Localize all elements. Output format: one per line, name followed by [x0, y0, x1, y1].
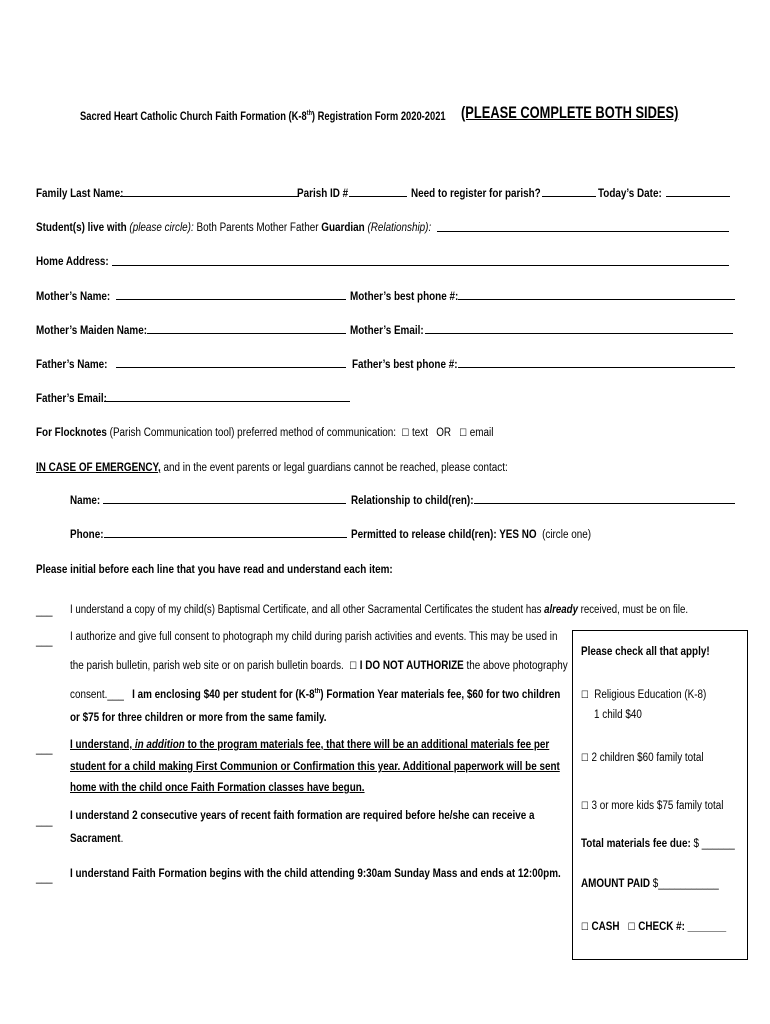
item5-text: I understand Faith Formation begins with the child attending 9:30am Sunday Mass and ends at 12:00pm.: [70, 868, 561, 880]
fathers-phone-field[interactable]: [458, 367, 735, 368]
emergency-text: and in the event parents or legal guardians cannot be reached, please contact:: [163, 462, 508, 474]
initial-blank-3[interactable]: ___: [36, 743, 53, 755]
circle-one-label: (circle one): [542, 529, 592, 541]
item3-line3: home with the child once Faith Formation classes have begun.: [70, 782, 365, 794]
need-register-label: Need to register for parish?: [411, 188, 541, 200]
item4-l2: Sacrament: [70, 833, 121, 845]
fee-opt1[interactable]: [581, 685, 727, 703]
mothers-maiden-label: Mother’s Maiden Name:: [36, 325, 148, 337]
emergency-relationship-label: Relationship to child(ren):: [351, 495, 474, 507]
mothers-name-field[interactable]: [116, 299, 346, 300]
title-sup: th: [306, 110, 312, 117]
initial-blank-1[interactable]: ___: [36, 605, 53, 617]
home-address-field[interactable]: [112, 265, 729, 266]
item1-b: received, must be on file.: [580, 604, 689, 616]
item2-l3c: ) Formation Year materials fee, $60 for two children: [320, 689, 561, 701]
todays-date-label: Today’s Date:: [598, 188, 662, 200]
title-emphasis-text: (PLEASE COMPLETE BOTH SIDES): [461, 104, 679, 122]
emergency-relationship-field[interactable]: [474, 503, 735, 504]
item2-line3: [70, 685, 640, 703]
item2-l3a: consent.: [70, 689, 108, 701]
flocknotes-text: (Parish Communication tool) preferred method of communication:: [109, 427, 397, 439]
fee-opt2-label: 2 children $60 family total: [591, 752, 704, 764]
guardian-label[interactable]: Guardian: [321, 222, 365, 234]
students-live-with-row: [36, 218, 496, 236]
live-options[interactable]: Both Parents Mother Father: [196, 222, 319, 234]
fee-opt3-label: 3 or more kids $75 family total: [591, 800, 724, 812]
total-due-row: [581, 834, 760, 852]
emergency-phone-field[interactable]: [104, 537, 347, 538]
amount-paid-value[interactable]: $___________: [652, 878, 719, 890]
item2-l2: the parish bulletin, parish web site or on parish bulletin boards.: [70, 660, 344, 672]
need-register-field[interactable]: [542, 196, 596, 197]
opt2-checkbox-icon[interactable]: ☐: [581, 753, 589, 764]
family-last-name-label: Family Last Name:: [36, 188, 124, 200]
item3-l1a: I understand,: [70, 739, 133, 751]
fee-box-heading: Please check all that apply!: [581, 646, 710, 658]
item2-line1: I authorize and give full consent to photograph my child during parish activities and events. This may be used in: [70, 631, 558, 643]
item1-a: I understand a copy of my child(s) Baptismal Certificate, and all other Sacramental Certificates the student has: [70, 604, 542, 616]
item2-noauth: I DO NOT AUTHORIZE: [359, 660, 464, 672]
item3-line2: student for a child making First Communion or Confirmation this year. Additional paperwork will be sent: [70, 761, 560, 773]
cash-checkbox-icon[interactable]: ☐: [581, 922, 589, 933]
item2-l3sup: th: [314, 688, 321, 696]
initial-blank-4[interactable]: ___: [36, 815, 53, 827]
title-main-a: Sacred Heart Catholic Church Faith Formation (K-8: [80, 109, 307, 123]
opt1-checkbox-icon[interactable]: ☐: [581, 690, 589, 701]
fathers-name-field[interactable]: [116, 367, 346, 368]
fathers-phone-label: Father’s best phone #:: [352, 359, 458, 371]
check-checkbox-icon[interactable]: ☐: [627, 922, 636, 933]
relationship-label: (Relationship):: [367, 222, 432, 234]
parish-id-label: Parish ID #: [297, 188, 349, 200]
emergency-name-field[interactable]: [103, 503, 346, 504]
title-main-b: ) Registration Form 2020-2021: [311, 109, 446, 123]
home-address-label: Home Address:: [36, 256, 109, 268]
mothers-phone-label: Mother’s best phone #:: [350, 291, 459, 303]
todays-date-field[interactable]: [666, 196, 730, 197]
item3-l1b: to the program materials fee, that there will be an additional materials fee per: [187, 739, 550, 751]
initial-intro: Please initial before each line that you have read and understand each item:: [36, 564, 393, 576]
fathers-name-label: Father’s Name:: [36, 359, 108, 371]
amount-paid-row: [581, 874, 741, 892]
item4-line1: I understand 2 consecutive years of recent faith formation are required before he/she can receive a: [70, 810, 535, 822]
item2-l3b: I am enclosing $40 per student for (K-8: [132, 689, 315, 701]
cash-label: CASH: [591, 921, 620, 933]
opt-email-label: email: [469, 427, 494, 439]
students-live-with-label: Student(s) live with: [36, 222, 127, 234]
text-checkbox-icon[interactable]: ☐: [401, 428, 410, 439]
payment-method-row: [581, 917, 750, 935]
no-authorize-checkbox-icon[interactable]: ☐: [349, 661, 357, 672]
fathers-email-label: Father’s Email:: [36, 393, 107, 405]
emergency-row: [36, 458, 585, 476]
total-due-value[interactable]: $ ______: [693, 838, 735, 850]
item2-l2b: the above photography: [466, 660, 568, 672]
fee-opt2[interactable]: [581, 748, 724, 766]
emergency-name-label: Name:: [70, 495, 101, 507]
mothers-email-label: Mother’s Email:: [350, 325, 424, 337]
item3-l1em: in addition: [134, 739, 185, 751]
check-label: CHECK #: _______: [638, 921, 727, 933]
fee-box: [572, 630, 748, 960]
amount-paid-label: AMOUNT PAID: [581, 878, 651, 890]
please-circle-label: (please circle):: [129, 222, 194, 234]
flocknotes-row: [36, 423, 568, 441]
family-last-name-field[interactable]: [120, 196, 298, 197]
item3-line1: [70, 735, 627, 753]
emergency-heading: IN CASE OF EMERGENCY,: [36, 462, 161, 474]
emergency-phone-label: Phone:: [70, 529, 104, 541]
or-label: OR: [436, 427, 452, 439]
item2-line2: [70, 656, 649, 674]
flocknotes-label: For Flocknotes: [36, 427, 107, 439]
item2-line4: or $75 for three children or more from the same family.: [70, 712, 327, 724]
fee-opt1-l2: 1 child $40: [594, 709, 642, 721]
fathers-email-field[interactable]: [104, 401, 350, 402]
initial-blank-5[interactable]: ___: [36, 872, 53, 884]
item1-em: already: [544, 604, 578, 616]
initial-blank-2b[interactable]: ___: [107, 689, 124, 701]
item-1: [70, 600, 770, 618]
guardian-relationship-field[interactable]: [437, 231, 729, 232]
total-due-label: Total materials fee due:: [581, 838, 691, 850]
opt3-checkbox-icon[interactable]: ☐: [581, 801, 589, 812]
fee-opt1-l1: Religious Education (K-8): [594, 689, 707, 701]
mothers-name-label: Mother’s Name:: [36, 291, 111, 303]
parish-id-field[interactable]: [349, 196, 407, 197]
item4-l2end: .: [120, 833, 124, 845]
mothers-email-field[interactable]: [425, 333, 733, 334]
email-checkbox-icon[interactable]: ☐: [459, 428, 468, 439]
mothers-phone-field[interactable]: [458, 299, 735, 300]
fee-opt3[interactable]: [581, 796, 747, 814]
mothers-maiden-field[interactable]: [147, 333, 346, 334]
title-emphasis: [461, 104, 740, 123]
opt-text-label: text: [412, 427, 428, 439]
initial-blank-2[interactable]: ___: [36, 635, 53, 647]
permitted-label[interactable]: Permitted to release child(ren): YES NO: [351, 529, 537, 541]
